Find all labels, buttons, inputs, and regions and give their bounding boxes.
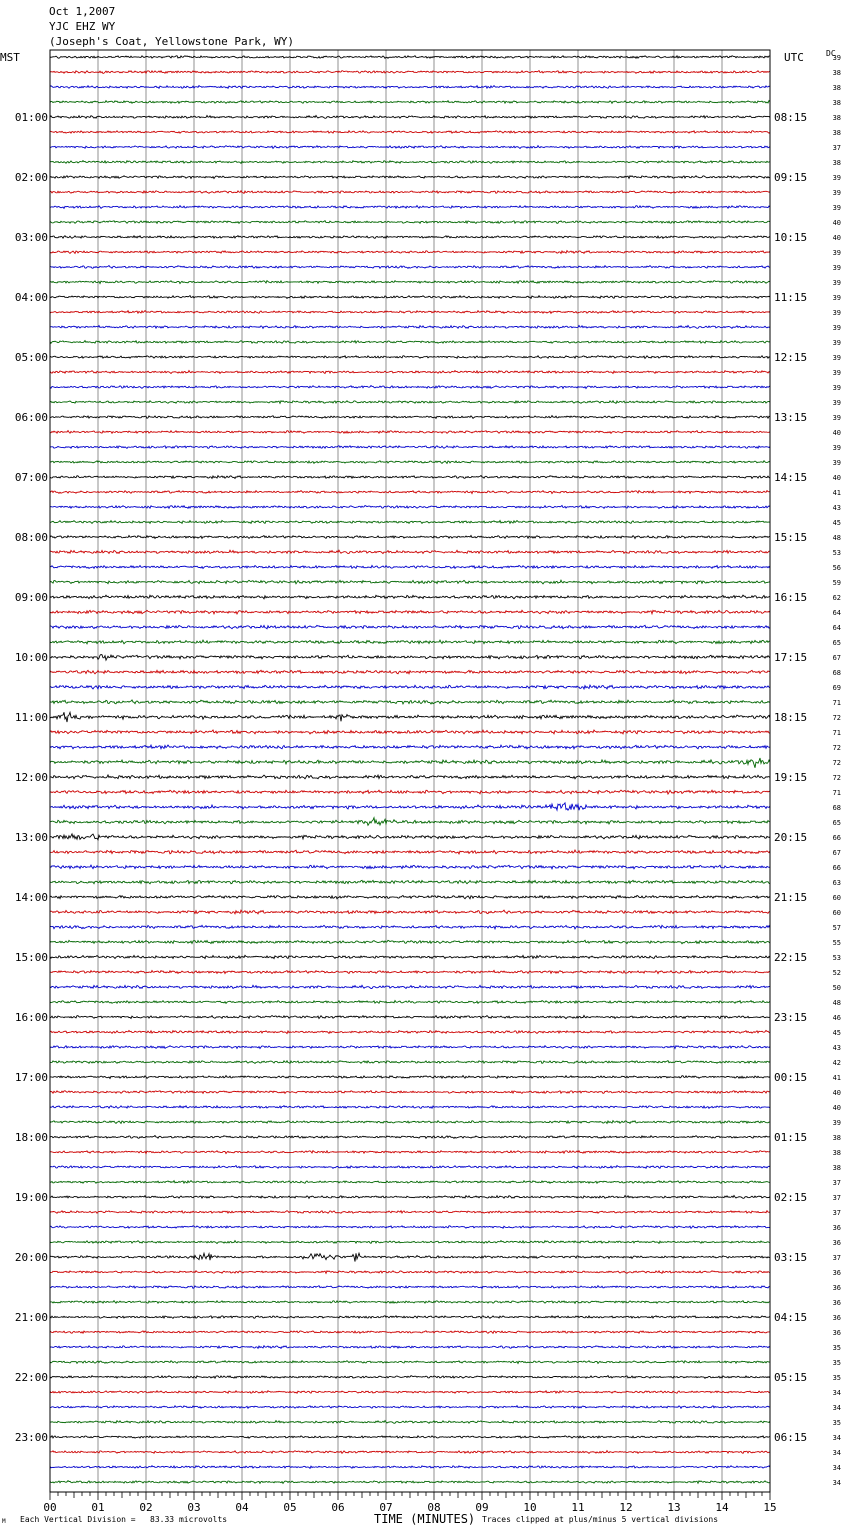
dc-offset-label: 39 [832, 399, 841, 407]
dc-offset-label: 39 [832, 1119, 841, 1127]
trace-row [50, 131, 770, 133]
dc-offset-label: 39 [832, 294, 841, 302]
x-tick-label: 01 [91, 1501, 105, 1514]
trace-row [50, 1061, 770, 1064]
dc-offset-label: 41 [832, 489, 841, 497]
dc-offset-label: 39 [832, 444, 841, 452]
dc-offset-label: 39 [832, 324, 841, 332]
trace-row [50, 476, 770, 479]
trace-row [50, 1391, 770, 1394]
dc-offset-label: 45 [832, 1029, 841, 1037]
trace-row [50, 311, 770, 314]
trace-row [50, 1421, 770, 1424]
trace-row [50, 505, 770, 508]
trace-row [50, 1030, 770, 1033]
trace-row [50, 730, 770, 734]
date-label: Oct 1,2007 [49, 5, 116, 18]
dc-offset-label: 37 [832, 144, 841, 152]
trace-row [50, 1346, 770, 1349]
trace-row [50, 146, 770, 149]
dc-offset-label: 34 [832, 1449, 841, 1457]
dc-offset-label: 62 [832, 594, 841, 602]
utc-hour-label: 18:15 [774, 711, 808, 724]
dc-offset-label: 39 [832, 249, 841, 257]
dc-offset-label: 72 [832, 744, 841, 752]
trace-row [50, 775, 770, 779]
dc-offset-label: 39 [832, 174, 841, 182]
mst-hour-label: 12:00 [14, 771, 48, 784]
trace-row [50, 1196, 770, 1199]
clip-note: Traces clipped at plus/minus 5 vertical divisions [482, 1515, 719, 1524]
trace-row [50, 940, 770, 943]
mst-hour-label: 21:00 [14, 1311, 48, 1324]
trace-row [50, 116, 770, 119]
trace-row [50, 1241, 770, 1244]
trace-row [50, 1481, 770, 1484]
utc-hour-label: 16:15 [774, 591, 808, 604]
left-axis-label: MST [0, 51, 20, 64]
dc-offset-label: 63 [832, 879, 841, 887]
utc-hour-label: 02:15 [774, 1191, 808, 1204]
dc-offset-label: 41 [832, 1074, 841, 1082]
trace-row [50, 1436, 770, 1438]
dc-offset-label: 39 [832, 204, 841, 212]
trace-row [50, 610, 770, 614]
trace-row [50, 700, 770, 704]
trace-row [50, 595, 770, 599]
labels [0, 51, 841, 1514]
trace-row [50, 865, 770, 869]
trace-row [50, 1271, 770, 1274]
mst-hour-label: 20:00 [14, 1251, 48, 1264]
trace-row [50, 266, 770, 269]
trace-row [50, 1001, 770, 1004]
trace-row [50, 356, 770, 359]
dc-offset-label: 42 [832, 1059, 841, 1067]
trace-row [50, 401, 770, 404]
trace-row [50, 1301, 770, 1304]
dc-offset-label: 43 [832, 504, 841, 512]
dc-offset-label: 66 [832, 864, 841, 872]
trace-row [50, 371, 770, 374]
dc-offset-label: 36 [832, 1284, 841, 1292]
dc-offset-label: 39 [832, 414, 841, 422]
x-tick-label: 04 [235, 1501, 249, 1514]
traces [50, 56, 770, 1484]
x-tick-label: 08 [427, 1501, 441, 1514]
x-tick-label: 03 [187, 1501, 201, 1514]
trace-row [50, 251, 770, 254]
utc-hour-label: 00:15 [774, 1071, 808, 1084]
utc-hour-label: 12:15 [774, 351, 808, 364]
trace-row [50, 834, 770, 840]
mst-hour-label: 23:00 [14, 1431, 48, 1444]
trace-row [50, 1376, 770, 1379]
trace-row [50, 625, 770, 629]
dc-offset-label: 66 [832, 834, 841, 842]
utc-hour-label: 08:15 [774, 111, 808, 124]
trace-row [50, 191, 770, 194]
dc-offset-label: 69 [832, 684, 841, 692]
dc-offset-label: 60 [832, 909, 841, 917]
dc-label: DC [826, 49, 836, 58]
trace-row [50, 1211, 770, 1214]
mst-hour-label: 10:00 [14, 651, 48, 664]
dc-offset-label: 72 [832, 714, 841, 722]
trace-row [50, 86, 770, 89]
trace-row [50, 1121, 770, 1124]
trace-row [50, 1166, 770, 1169]
mst-hour-label: 19:00 [14, 1191, 48, 1204]
dc-offset-label: 38 [832, 69, 841, 77]
trace-row [50, 221, 770, 224]
mst-hour-label: 09:00 [14, 591, 48, 604]
trace-row [50, 161, 770, 164]
dc-offset-label: 36 [832, 1299, 841, 1307]
mst-hour-label: 08:00 [14, 531, 48, 544]
dc-offset-label: 39 [832, 279, 841, 287]
dc-offset-label: 40 [832, 219, 841, 227]
mst-hour-label: 03:00 [14, 231, 48, 244]
trace-row [50, 818, 770, 826]
dc-offset-label: 59 [832, 579, 841, 587]
utc-hour-label: 06:15 [774, 1431, 808, 1444]
mst-hour-label: 07:00 [14, 471, 48, 484]
trace-row [50, 1226, 770, 1229]
dc-offset-label: 40 [832, 1089, 841, 1097]
dc-offset-label: 38 [832, 99, 841, 107]
dc-offset-label: 39 [832, 339, 841, 347]
mst-hour-label: 01:00 [14, 111, 48, 124]
dc-offset-label: 46 [832, 1014, 841, 1022]
trace-row [50, 520, 770, 523]
trace-row [50, 1451, 770, 1454]
trace-row [50, 1106, 770, 1109]
dc-offset-label: 48 [832, 534, 841, 542]
dc-offset-label: 71 [832, 729, 841, 737]
dc-offset-label: 57 [832, 924, 841, 932]
mst-hour-label: 18:00 [14, 1131, 48, 1144]
trace-row [50, 1076, 770, 1079]
trace-row [50, 1046, 770, 1049]
trace-row [50, 1151, 770, 1154]
dc-offset-label: 64 [832, 624, 841, 632]
dc-offset-label: 34 [832, 1434, 841, 1442]
utc-hour-label: 17:15 [774, 651, 808, 664]
dc-offset-label: 45 [832, 519, 841, 527]
dc-offset-label: 38 [832, 84, 841, 92]
dc-offset-label: 36 [832, 1269, 841, 1277]
dc-offset-label: 35 [832, 1419, 841, 1427]
trace-row [50, 745, 770, 749]
trace-row [50, 1466, 770, 1469]
trace-row [50, 236, 770, 239]
trace-row [50, 550, 770, 553]
trace-row [50, 101, 770, 104]
trace-row [50, 386, 770, 389]
x-tick-label: 13 [667, 1501, 681, 1514]
trace-row [50, 1136, 770, 1139]
dc-offset-label: 34 [832, 1464, 841, 1472]
trace-row [50, 565, 770, 568]
mst-hour-label: 15:00 [14, 951, 48, 964]
mst-hour-label: 13:00 [14, 831, 48, 844]
dc-offset-label: 72 [832, 759, 841, 767]
dc-offset-label: 39 [832, 54, 841, 62]
x-tick-label: 12 [619, 1501, 633, 1514]
utc-hour-label: 13:15 [774, 411, 808, 424]
dc-offset-label: 39 [832, 354, 841, 362]
dc-offset-label: 67 [832, 654, 841, 662]
trace-row [50, 955, 770, 958]
dc-offset-label: 39 [832, 189, 841, 197]
station-label: YJC EHZ WY [49, 20, 116, 33]
trace-row [50, 712, 770, 722]
grid [98, 50, 722, 1492]
trace-row [50, 325, 770, 328]
dc-offset-label: 65 [832, 819, 841, 827]
dc-offset-label: 53 [832, 549, 841, 557]
utc-hour-label: 22:15 [774, 951, 808, 964]
utc-hour-label: 10:15 [774, 231, 808, 244]
dc-offset-label: 68 [832, 804, 841, 812]
trace-row [50, 296, 770, 299]
mst-hour-label: 22:00 [14, 1371, 48, 1384]
dc-offset-label: 36 [832, 1239, 841, 1247]
x-tick-label: 00 [43, 1501, 57, 1514]
mst-hour-label: 06:00 [14, 411, 48, 424]
trace-row [50, 1181, 770, 1184]
trace-row [50, 670, 770, 674]
trace-row [50, 1361, 770, 1364]
dc-offset-label: 38 [832, 159, 841, 167]
dc-offset-label: 64 [832, 609, 841, 617]
dc-offset-label: 72 [832, 774, 841, 782]
trace-row [50, 970, 770, 973]
trace-row [50, 71, 770, 74]
dc-offset-label: 39 [832, 369, 841, 377]
mst-hour-label: 16:00 [14, 1011, 48, 1024]
dc-offset-label: 48 [832, 999, 841, 1007]
trace-row [50, 685, 770, 689]
x-tick-label: 09 [475, 1501, 489, 1514]
trace-row [50, 416, 770, 419]
trace-row [50, 1286, 770, 1289]
x-tick-label: 11 [571, 1501, 585, 1514]
utc-hour-label: 03:15 [774, 1251, 808, 1264]
trace-row [50, 431, 770, 434]
dc-offset-label: 35 [832, 1344, 841, 1352]
location-label: (Joseph's Coat, Yellowstone Park, WY) [49, 35, 295, 48]
trace-row [50, 790, 770, 794]
trace-row [50, 880, 770, 883]
dc-offset-label: 38 [832, 1149, 841, 1157]
mst-hour-label: 04:00 [14, 291, 48, 304]
trace-row [50, 655, 770, 661]
dc-offset-label: 38 [832, 1134, 841, 1142]
utc-hour-label: 05:15 [774, 1371, 808, 1384]
utc-hour-label: 04:15 [774, 1311, 808, 1324]
trace-row [50, 640, 770, 644]
trace-row [50, 176, 770, 179]
dc-offset-label: 65 [832, 639, 841, 647]
x-tick-label: 06 [331, 1501, 345, 1514]
dc-offset-label: 39 [832, 264, 841, 272]
trace-row [50, 1015, 770, 1018]
dc-offset-label: 53 [832, 954, 841, 962]
trace-row [50, 1253, 770, 1261]
dc-offset-label: 71 [832, 699, 841, 707]
mst-hour-label: 02:00 [14, 171, 48, 184]
dc-offset-label: 36 [832, 1329, 841, 1337]
trace-row [50, 985, 770, 988]
x-tick-label: 05 [283, 1501, 297, 1514]
mst-hour-label: 17:00 [14, 1071, 48, 1084]
trace-row [50, 580, 770, 584]
utc-hour-label: 11:15 [774, 291, 808, 304]
x-axis-label: TIME (MINUTES) [374, 1512, 476, 1526]
trace-row [50, 1331, 770, 1334]
dc-offset-label: 39 [832, 459, 841, 467]
trace-row [50, 535, 770, 538]
utc-hour-label: 14:15 [774, 471, 808, 484]
trace-row [50, 281, 770, 284]
x-tick-label: 15 [763, 1501, 777, 1514]
dc-offset-label: 55 [832, 939, 841, 947]
dc-offset-label: 40 [832, 429, 841, 437]
dc-offset-label: 36 [832, 1314, 841, 1322]
dc-offset-label: 40 [832, 474, 841, 482]
plot-frame [50, 50, 770, 1492]
dc-offset-label: 34 [832, 1479, 841, 1487]
dc-offset-label: 35 [832, 1374, 841, 1382]
trace-row [50, 1316, 770, 1319]
x-tick-label: 07 [379, 1501, 393, 1514]
trace-row [50, 206, 770, 209]
trace-row [50, 491, 770, 494]
footer-corner-mark: M [2, 1518, 6, 1525]
dc-offset-label: 39 [832, 384, 841, 392]
utc-hour-label: 23:15 [774, 1011, 808, 1024]
trace-row [50, 341, 770, 344]
dc-offset-label: 36 [832, 1224, 841, 1232]
x-tick-label: 14 [715, 1501, 729, 1514]
x-tick-label: 02 [139, 1501, 153, 1514]
dc-offset-label: 56 [832, 564, 841, 572]
scale-note: Each Vertical Division = 83.33 microvolts [20, 1515, 228, 1524]
trace-row [50, 925, 770, 929]
dc-offset-label: 40 [832, 234, 841, 242]
trace-row [50, 895, 770, 898]
dc-offset-label: 38 [832, 129, 841, 137]
trace-row [50, 1091, 770, 1094]
trace-row [50, 1406, 770, 1409]
right-axis-label: UTC [784, 51, 804, 64]
dc-offset-label: 68 [832, 669, 841, 677]
utc-hour-label: 19:15 [774, 771, 808, 784]
dc-offset-label: 40 [832, 1104, 841, 1112]
dc-offset-label: 39 [832, 309, 841, 317]
dc-offset-label: 34 [832, 1404, 841, 1412]
dc-offset-label: 43 [832, 1044, 841, 1052]
dc-offset-label: 37 [832, 1179, 841, 1187]
dc-offset-label: 71 [832, 789, 841, 797]
trace-row [50, 850, 770, 854]
trace-row [50, 56, 770, 59]
utc-hour-label: 21:15 [774, 891, 808, 904]
dc-offset-label: 37 [832, 1209, 841, 1217]
mst-hour-label: 05:00 [14, 351, 48, 364]
mst-hour-label: 14:00 [14, 891, 48, 904]
utc-hour-label: 01:15 [774, 1131, 808, 1144]
dc-offset-label: 52 [832, 969, 841, 977]
trace-row [50, 461, 770, 464]
dc-offset-label: 50 [832, 984, 841, 992]
dc-offset-label: 38 [832, 114, 841, 122]
dc-offset-label: 37 [832, 1194, 841, 1202]
dc-offset-label: 67 [832, 849, 841, 857]
x-tick-label: 10 [523, 1501, 537, 1514]
mst-hour-label: 11:00 [14, 711, 48, 724]
dc-offset-label: 37 [832, 1254, 841, 1262]
dc-offset-label: 34 [832, 1389, 841, 1397]
utc-hour-label: 15:15 [774, 531, 808, 544]
utc-hour-label: 20:15 [774, 831, 808, 844]
dc-offset-label: 35 [832, 1359, 841, 1367]
utc-hour-label: 09:15 [774, 171, 808, 184]
trace-row [50, 803, 770, 810]
trace-row [50, 446, 770, 449]
dc-offset-label: 60 [832, 894, 841, 902]
trace-row [50, 910, 770, 914]
dc-offset-label: 38 [832, 1164, 841, 1172]
trace-row [50, 758, 770, 768]
